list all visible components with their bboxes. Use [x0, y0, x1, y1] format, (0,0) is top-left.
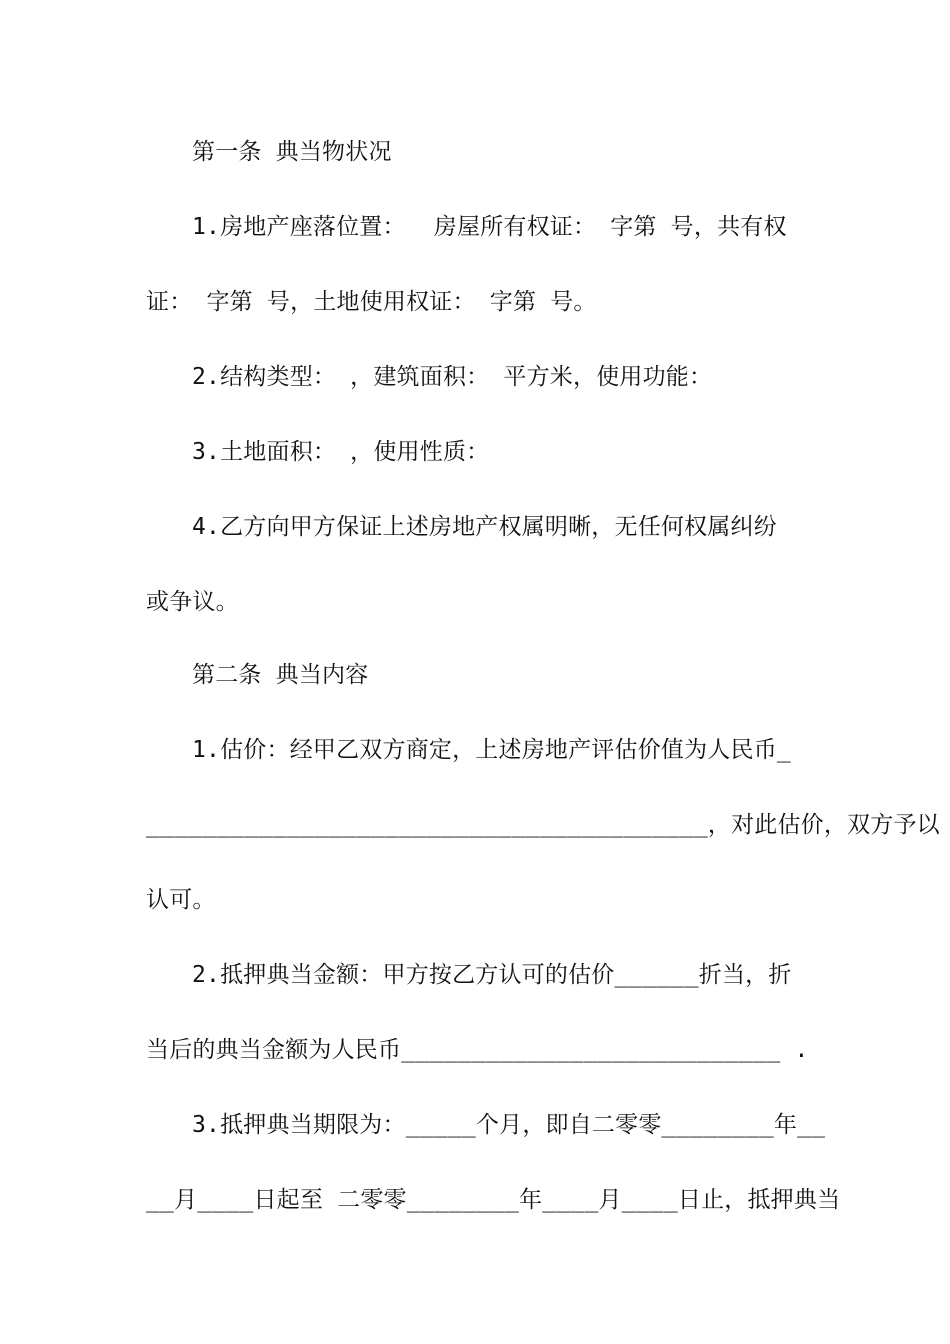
paragraph-line: 2.结构类型： ，建筑面积： 平方米，使用功能： — [192, 364, 713, 390]
article-1-heading: 第一条 典当物状况 — [192, 139, 392, 165]
paragraph-line: 1.房地产座落位置： 房屋所有权证： 字第 号，共有权 — [192, 214, 787, 240]
paragraph-line: 3.土地面积： ，使用性质： — [192, 439, 490, 465]
paragraph-line: 证： 字第 号，土地使用权证： 字第 号。 — [146, 289, 597, 315]
article-2-heading: 第二条 典当内容 — [192, 662, 369, 688]
paragraph-line: 2.抵押典当金额：甲方按乙方认可的估价______折当，折 — [192, 962, 792, 988]
paragraph-line: 1.估价：经甲乙双方商定，上述房地产评估价值为人民币_ — [192, 737, 791, 763]
paragraph-line: 3.抵押典当期限为：_____个月，即自二零零________年__ — [192, 1112, 826, 1138]
paragraph-line: 当后的典当金额为人民币___________________________ . — [146, 1037, 809, 1063]
paragraph-line: 4.乙方向甲方保证上述房地产权属明晰，无任何权属纠纷 — [192, 514, 777, 540]
paragraph-line: 认可。 — [146, 887, 216, 913]
paragraph-line: ________________________________________，对此估价，双方予以 — [146, 812, 940, 838]
paragraph-line: __月____日起至 二零零________年____月____日止，抵押典当 — [146, 1187, 841, 1213]
paragraph-line: 或争议。 — [146, 589, 239, 615]
